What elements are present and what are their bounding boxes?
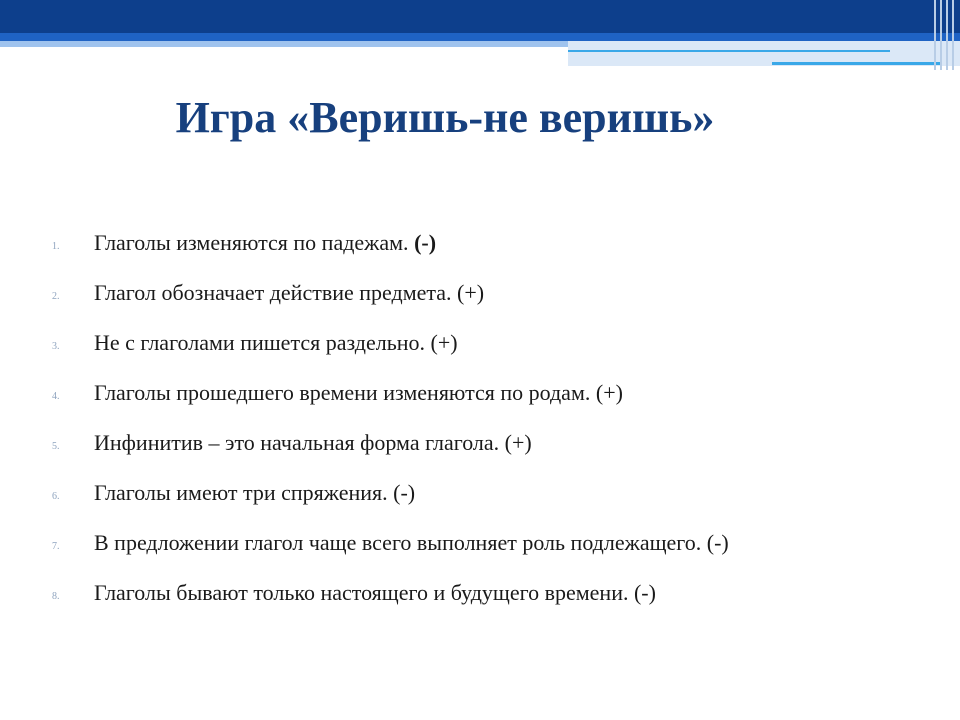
answer-mark: (+) — [457, 280, 485, 305]
list-item — [40, 426, 940, 476]
answer-mark: (+) — [595, 380, 623, 405]
item-number: 6. — [52, 491, 60, 502]
item-text: Глагол обозначает действие предмета. (+) — [94, 280, 485, 305]
item-text: Глаголы бывают только настоящего и будущего времени. (-) — [94, 580, 656, 605]
list-item — [40, 526, 940, 576]
answer-mark: (-) — [633, 580, 656, 605]
item-text: Глаголы изменяются по падежам. (-) — [94, 230, 437, 255]
banner-dark-band — [0, 0, 960, 33]
list-item — [40, 226, 940, 276]
list-item — [40, 576, 940, 626]
banner-stripes — [900, 0, 960, 70]
list-item — [40, 326, 940, 376]
item-text: Глаголы имеют три спряжения. (-) — [94, 480, 416, 505]
answer-mark: (+) — [430, 330, 458, 355]
slide-title: Игра «Веришь-не веришь» — [175, 93, 715, 142]
banner-light-band — [0, 41, 568, 47]
answer-mark: (-) — [393, 480, 416, 505]
item-number: 7. — [52, 541, 60, 552]
item-text: В предложении глагол чаще всего выполняет роль подлежащего. (-) — [94, 530, 729, 555]
banner-accent-line — [568, 50, 890, 52]
item-number: 8. — [52, 591, 60, 602]
answer-mark: (-) — [706, 530, 729, 555]
item-number: 3. — [52, 341, 60, 352]
item-number: 2. — [52, 291, 60, 302]
item-text: Инфинитив – это начальная форма глагола. (+) — [94, 430, 532, 455]
item-number: 4. — [52, 391, 60, 402]
list-item — [40, 276, 940, 326]
answer-mark: (+) — [504, 430, 532, 455]
item-number: 1. — [52, 241, 60, 252]
item-text: Не с глаголами пишется раздельно. (+) — [94, 330, 458, 355]
list-item — [40, 476, 940, 526]
answer-mark: (-) — [414, 230, 437, 255]
list-item — [40, 376, 940, 426]
header-banner — [0, 0, 960, 70]
item-text: Глаголы прошедшего времени изменяются по родам. (+) — [94, 380, 623, 405]
statement-list — [40, 226, 940, 626]
item-number: 5. — [52, 441, 60, 452]
banner-mid-band — [0, 33, 960, 41]
